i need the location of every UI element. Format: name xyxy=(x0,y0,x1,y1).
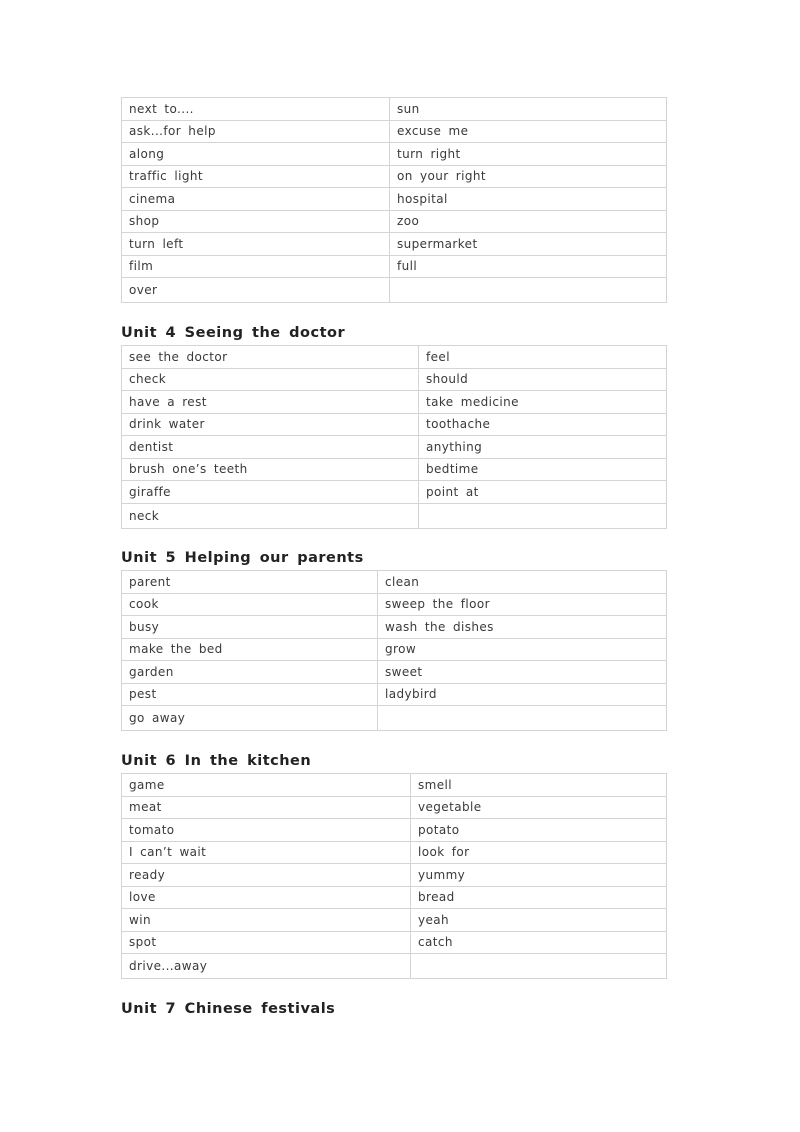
unit-4-heading: Unit 4 Seeing the doctor xyxy=(121,325,346,341)
table-row xyxy=(122,706,667,731)
table-row xyxy=(122,638,667,661)
vocab-cell-left: make the bed xyxy=(122,638,378,661)
table-row xyxy=(122,931,667,954)
table-row xyxy=(122,503,667,528)
vocab-cell-left: next to.... xyxy=(122,98,390,121)
vocab-cell-left: ready xyxy=(122,864,411,887)
table-row xyxy=(122,481,667,504)
unit-7-heading: Unit 7 Chinese festivals xyxy=(121,1001,336,1017)
table-row xyxy=(122,841,667,864)
vocab-cell-left: garden xyxy=(122,661,378,684)
table-row xyxy=(122,368,667,391)
vocab-cell-left: neck xyxy=(122,503,419,528)
vocab-cell-right xyxy=(390,278,667,303)
vocab-cell-right: turn right xyxy=(390,143,667,166)
table-row xyxy=(122,98,667,121)
vocab-cell-right xyxy=(378,706,667,731)
vocab-cell-right: vegetable xyxy=(411,796,667,819)
unit-5-heading: Unit 5 Helping our parents xyxy=(121,550,364,566)
table-row xyxy=(122,864,667,887)
table-row xyxy=(122,458,667,481)
vocab-cell-left: check xyxy=(122,368,419,391)
table-row xyxy=(122,233,667,256)
vocab-cell-left: film xyxy=(122,255,390,278)
vocab-cell-right: excuse me xyxy=(390,120,667,143)
vocab-cell-left: over xyxy=(122,278,390,303)
vocab-cell-left: game xyxy=(122,774,411,797)
vocab-cell-right xyxy=(419,503,667,528)
table-row xyxy=(122,188,667,211)
table-row xyxy=(122,796,667,819)
vocab-cell-right: ladybird xyxy=(378,683,667,706)
vocab-cell-right: anything xyxy=(419,436,667,459)
vocab-cell-right: look for xyxy=(411,841,667,864)
table-row xyxy=(122,616,667,639)
vocab-cell-left: win xyxy=(122,909,411,932)
vocab-cell-right: grow xyxy=(378,638,667,661)
vocab-cell-right: should xyxy=(419,368,667,391)
vocab-cell-right: zoo xyxy=(390,210,667,233)
vocab-cell-left: have a rest xyxy=(122,391,419,414)
vocab-table-unit6 xyxy=(121,773,667,979)
vocab-cell-left: ask...for help xyxy=(122,120,390,143)
vocab-cell-left: giraffe xyxy=(122,481,419,504)
vocab-cell-left: love xyxy=(122,886,411,909)
vocab-cell-left: cook xyxy=(122,593,378,616)
vocab-cell-right: clean xyxy=(378,571,667,594)
vocab-cell-right: sun xyxy=(390,98,667,121)
vocab-cell-left: brush one’s teeth xyxy=(122,458,419,481)
vocab-cell-left: drive...away xyxy=(122,954,411,979)
vocab-cell-right: yeah xyxy=(411,909,667,932)
table-row xyxy=(122,413,667,436)
vocab-cell-left: go away xyxy=(122,706,378,731)
table-row xyxy=(122,593,667,616)
vocab-cell-right: point at xyxy=(419,481,667,504)
vocab-cell-right: yummy xyxy=(411,864,667,887)
table-row xyxy=(122,886,667,909)
table-row xyxy=(122,255,667,278)
vocab-table-unit5 xyxy=(121,570,667,731)
vocab-cell-right: sweep the floor xyxy=(378,593,667,616)
table-row xyxy=(122,661,667,684)
vocab-cell-right: hospital xyxy=(390,188,667,211)
vocab-cell-right: wash the dishes xyxy=(378,616,667,639)
vocab-cell-left: busy xyxy=(122,616,378,639)
table-row xyxy=(122,210,667,233)
vocab-cell-left: see the doctor xyxy=(122,346,419,369)
vocab-cell-left: turn left xyxy=(122,233,390,256)
table-row xyxy=(122,120,667,143)
vocab-cell-right: toothache xyxy=(419,413,667,436)
table-row xyxy=(122,819,667,842)
vocab-cell-left: pest xyxy=(122,683,378,706)
table-row xyxy=(122,346,667,369)
vocab-cell-right: on your right xyxy=(390,165,667,188)
vocab-cell-left: tomato xyxy=(122,819,411,842)
table-row xyxy=(122,909,667,932)
table-row xyxy=(122,143,667,166)
table-row xyxy=(122,774,667,797)
vocab-cell-left: shop xyxy=(122,210,390,233)
vocab-cell-left: along xyxy=(122,143,390,166)
vocab-cell-right: full xyxy=(390,255,667,278)
vocab-cell-left: drink water xyxy=(122,413,419,436)
vocab-cell-right: catch xyxy=(411,931,667,954)
unit-6-heading: Unit 6 In the kitchen xyxy=(121,753,312,769)
table-row xyxy=(122,278,667,303)
table-row xyxy=(122,391,667,414)
vocab-table-unit3 xyxy=(121,97,667,303)
vocab-cell-right: supermarket xyxy=(390,233,667,256)
vocab-cell-right: bread xyxy=(411,886,667,909)
table-row xyxy=(122,436,667,459)
vocab-cell-left: I can’t wait xyxy=(122,841,411,864)
vocab-cell-left: spot xyxy=(122,931,411,954)
vocab-cell-right: potato xyxy=(411,819,667,842)
table-row xyxy=(122,954,667,979)
vocab-cell-left: cinema xyxy=(122,188,390,211)
vocab-table-unit4 xyxy=(121,345,667,529)
vocab-cell-left: dentist xyxy=(122,436,419,459)
table-row xyxy=(122,571,667,594)
vocab-cell-right: take medicine xyxy=(419,391,667,414)
vocab-cell-right xyxy=(411,954,667,979)
vocab-cell-right: bedtime xyxy=(419,458,667,481)
vocab-cell-right: smell xyxy=(411,774,667,797)
vocab-cell-right: sweet xyxy=(378,661,667,684)
vocab-cell-left: traffic light xyxy=(122,165,390,188)
vocab-cell-left: meat xyxy=(122,796,411,819)
vocab-cell-left: parent xyxy=(122,571,378,594)
vocab-cell-right: feel xyxy=(419,346,667,369)
table-row xyxy=(122,683,667,706)
table-row xyxy=(122,165,667,188)
